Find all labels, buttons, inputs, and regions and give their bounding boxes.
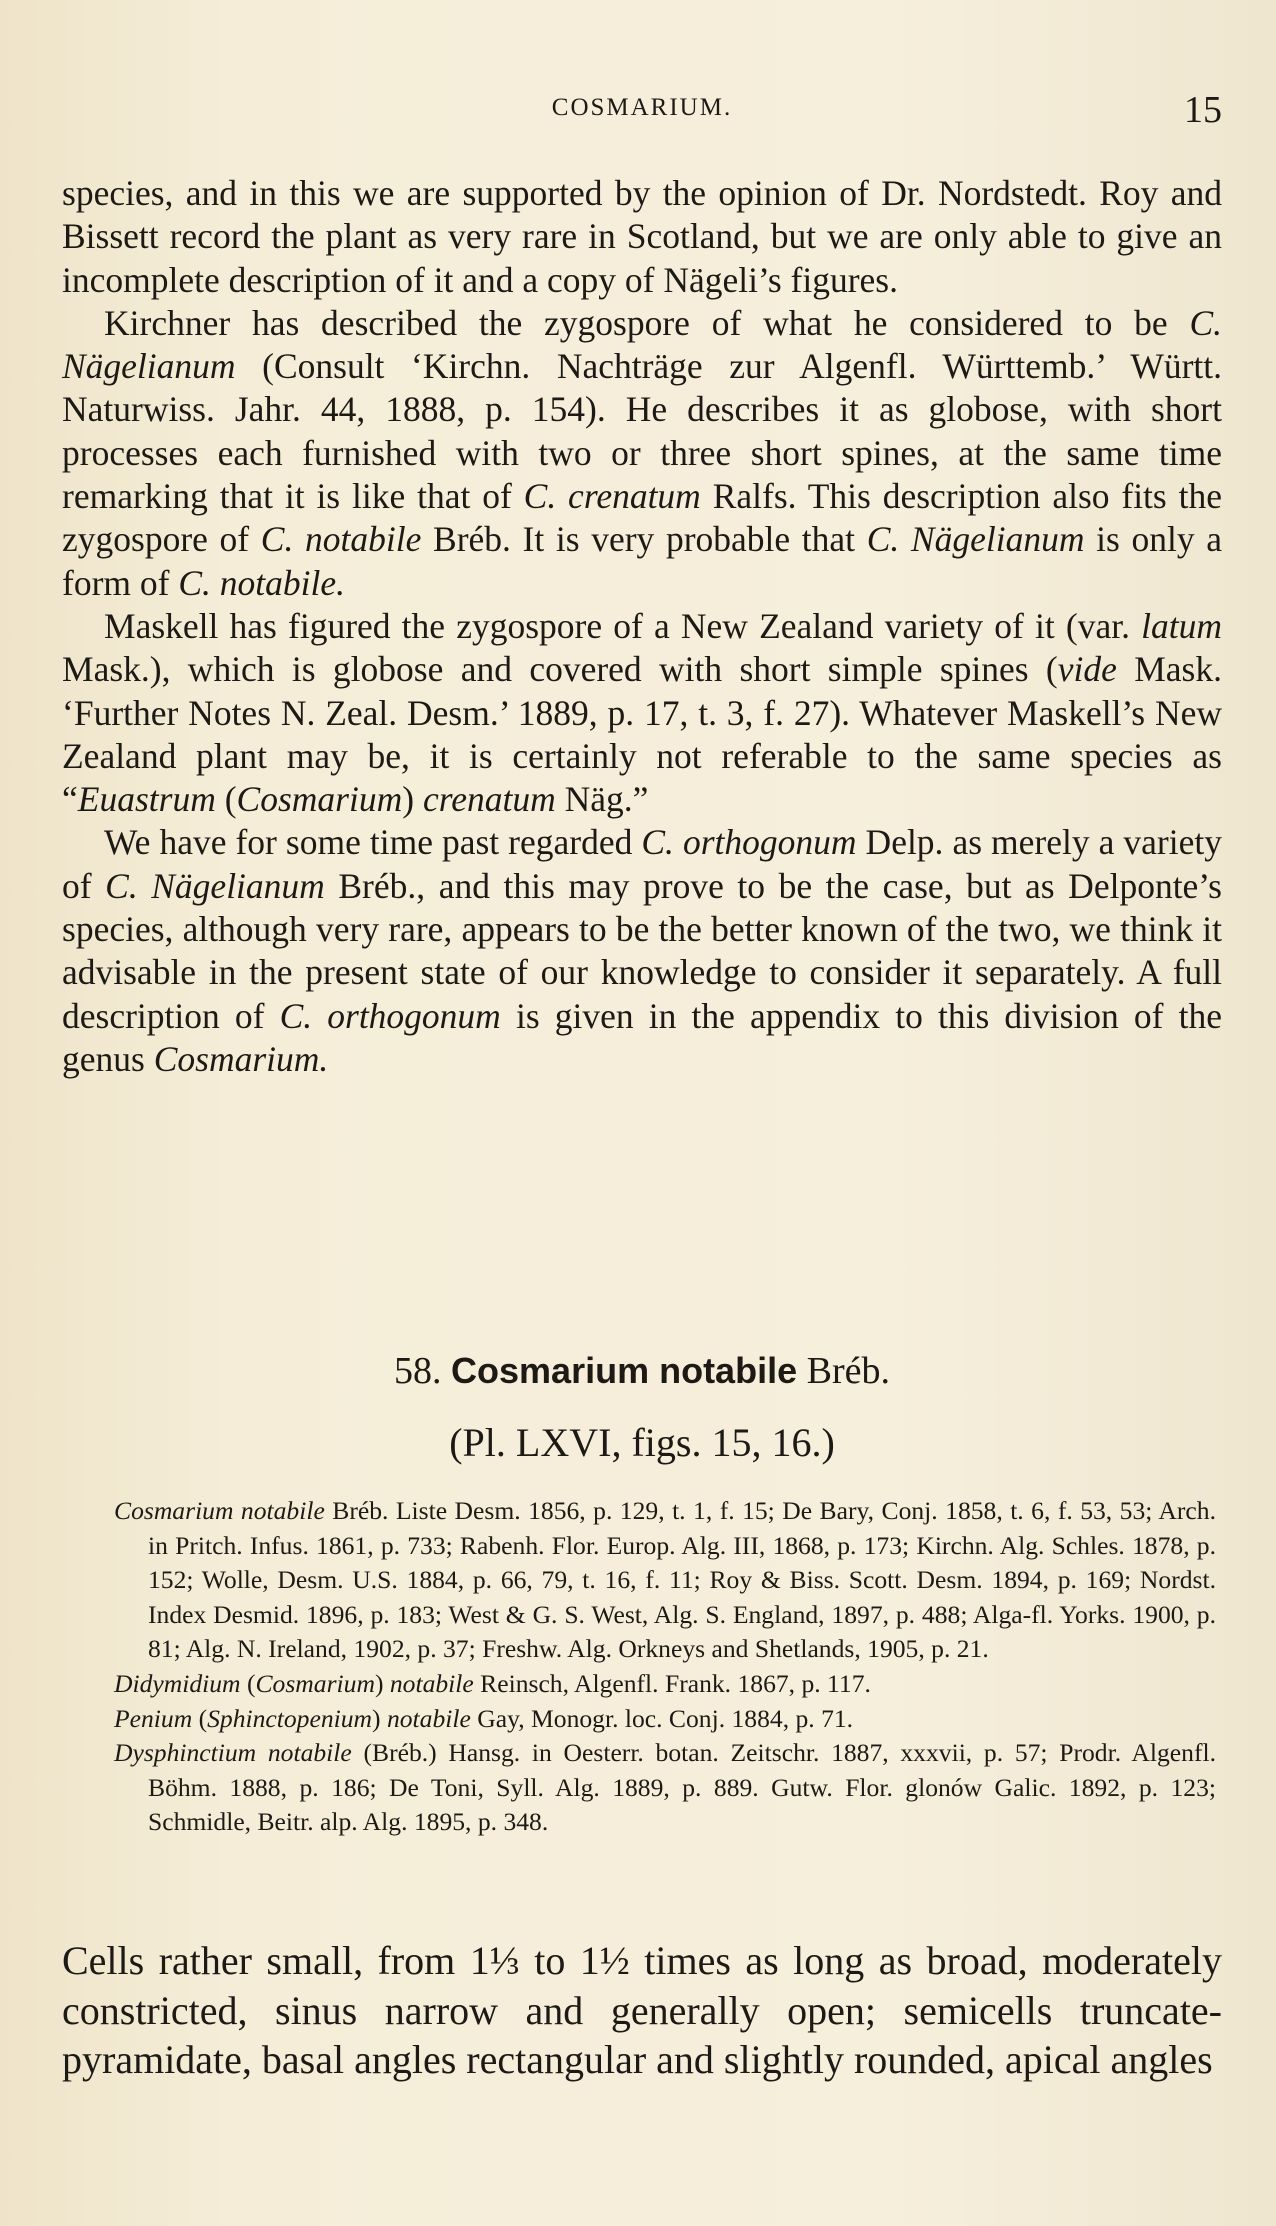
body-text: [62, 172, 1222, 1081]
page-header: [62, 88, 1222, 131]
page-number: 15: [1184, 89, 1222, 131]
species-author: Bréb.: [806, 1350, 890, 1392]
species-description: [62, 1936, 1222, 2085]
paragraph-3: Maskell has figured the zygospore of a New Zealand variety of it (var. latum Mask.), which is globose and covered with short simple spines (vide Mask. ‘Further Notes N. Zeal. Desm.’ 1889, p. 17, t. 3, f. 27). Whatever Maskell’s New Zealand plant may be, it is certainly not referable to the same species as “Euastrum (Cosmarium) crenatum Näg.”: [62, 605, 1222, 820]
paragraph-4: We have for some time past regarded C. orthogonum Delp. as merely a variety of C. Nägelianum Bréb., and this may prove to be the case, but as Delponte’s species, although very rare, appears to be the better known of the two, we think it advisable in the present state of our knowledge to consider it separately. A full description of C. orthogonum is given in the appendix to this division of the genus Cosmarium.: [62, 822, 1222, 1079]
description-text: Cells rather small, from 1⅓ to 1½ times as long as broad, moderately constricted, sinus narrow and generally open; semicells truncate-pyramidate, basal angles rectangular and slightly rounded, apical angles: [62, 1938, 1222, 2082]
species-name: Cosmarium notabile: [451, 1350, 798, 1391]
plate-reference: (Pl. LXVI, figs. 15, 16.): [449, 1420, 835, 1465]
synonym-entry: Cosmarium notabile Bréb. Liste Desm. 1856, p. 129, t. 1, f. 15; De Bary, Conj. 1858, t. 6, f. 53, 53; Arch. in Pritch. Infus. 1861, p. 733; Rabenh. Flor. Europ. Alg. III, 1868, p. 173; Kirchn. Alg. Schles. 1878, p. 152; Wolle, Desm. U.S. 1884, p. 66, 79, t. 16, f. 11; Roy & Biss. Scott. Desm. 1894, p. 169; Nordst. Index Desmid. 1896, p. 183; West & G. S. West, Alg. S. England, 1897, p. 488; Alga-fl. Yorks. 1900, p. 81; Alg. N. Ireland, 1902, p. 37; Freshw. Alg. Orkneys and Shetlands, 1905, p. 21.: [114, 1496, 1216, 1664]
synonym-entry: Didymidium (Cosmarium) notabile Reinsch, Algenfl. Frank. 1867, p. 117.: [114, 1668, 871, 1698]
species-heading: [62, 1346, 1222, 1396]
paragraph-1: species, and in this we are supported by the opinion of Dr. Nordstedt. Roy and Bissett record the plant as very rare in Scotland, but we are only able to give an incomplete description of it and a copy of Nägeli’s figures.: [62, 173, 1222, 300]
synonym-entry: Dysphinctium notabile (Bréb.) Hansg. in Oesterr. botan. Zeitschr. 1887, xxxvii, p. 57; Prodr. Algenfl. Böhm. 1888, p. 186; De Toni, Syll. Alg. 1889, p. 889. Gutw. Flor. glonów Galic. 1892, p. 123; Schmidle, Beitr. alp. Alg. 1895, p. 348.: [114, 1738, 1216, 1837]
synonym-entry: Penium (Sphinctopenium) notabile Gay, Monogr. loc. Conj. 1884, p. 71.: [114, 1703, 854, 1733]
species-number: 58.: [394, 1350, 442, 1392]
running-head: COSMARIUM.: [551, 94, 733, 121]
synonymy-block: [114, 1494, 1216, 1840]
paragraph-2: Kirchner has described the zygospore of what he considered to be C. Nägelianum (Consult ‘Kirchn. Nachträge zur Algenfl. Württemb.’ Württ. Naturwiss. Jahr. 44, 1888, p. 154). He describes it as globose, with short processes each furnished with two or three short spines, at the same time remarking that it is like that of C. crenatum Ralfs. This description also fits the zygospore of C. notabile Bréb. It is very probable that C. Nägelianum is only a form of C. notabile.: [62, 302, 1222, 603]
